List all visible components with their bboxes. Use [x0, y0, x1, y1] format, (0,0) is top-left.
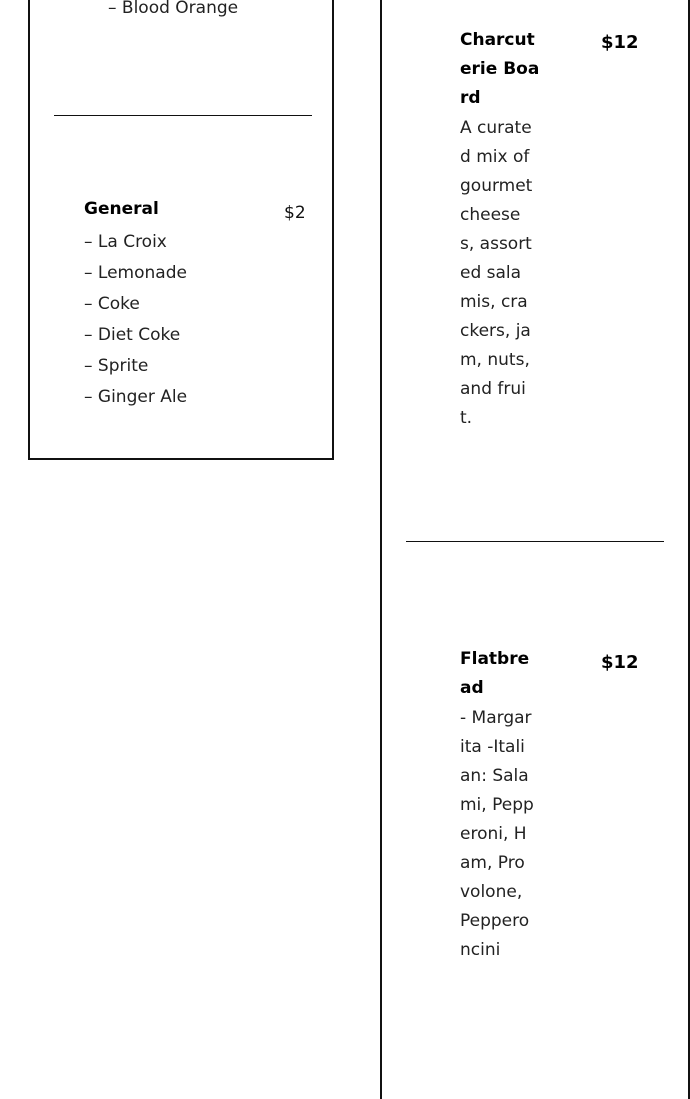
blood-orange-item: – Blood Orange: [108, 0, 239, 18]
drink-item-ginger-ale: – Ginger Ale: [84, 387, 188, 407]
flatbread-price: $12: [601, 652, 639, 673]
flatbread-name: Flatbread: [460, 649, 530, 698]
drink-item-coke: – Coke: [84, 294, 140, 314]
charcuterie-board-price: $12: [601, 32, 639, 53]
charcuterie-board-description: A curated mix of gourmet cheeses, assorted salamis, crackers, jam, nuts, and fruit.: [460, 118, 533, 428]
general-drinks-price: $2: [284, 203, 306, 223]
section-divider: [406, 541, 664, 542]
drink-item-lemonade: – Lemonade: [84, 263, 187, 283]
drink-item-diet-coke: – Diet Coke: [84, 325, 181, 345]
general-drinks-title: General: [84, 199, 159, 219]
flatbread-description: - Margarita -Italian: Salami, Pepperoni, Ham, Provolone, Pepperoncini: [460, 708, 534, 960]
general-drinks-list: [84, 227, 187, 413]
drink-item-sprite: – Sprite: [84, 356, 149, 376]
food-card: [380, 0, 690, 1099]
section-divider: [54, 115, 312, 116]
charcuterie-board-name: Charcuterie Board: [460, 30, 540, 108]
drink-item-la-croix: – La Croix: [84, 232, 167, 252]
drinks-card: [28, 0, 334, 460]
